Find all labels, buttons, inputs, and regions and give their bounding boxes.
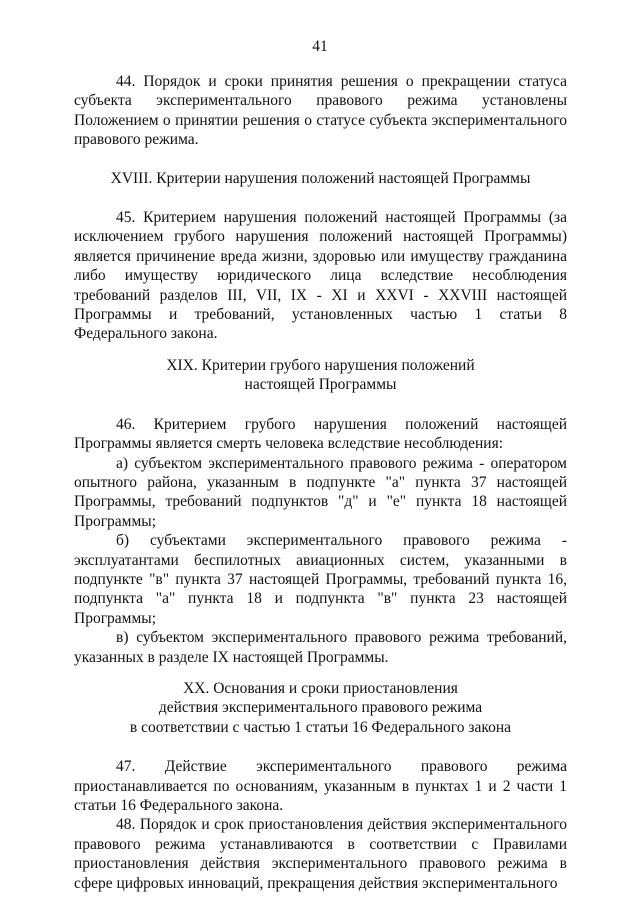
heading-line: XX. Основания и сроки приостановления [183, 679, 458, 697]
paragraph-48: 48. Порядок и срок приостановления действия экспериментального правового режима устанавливаются в соответствии с Правилами приостановления действия экспериментального правового режима в сфере цифровых инноваций, прекращения действия экспериментального [74, 816, 567, 892]
section-heading-xviii: XVIII. Критерии нарушения положений настоящей Программы [110, 169, 531, 187]
paragraph-46-a: а) субъектом экспериментального правового режима - оператором опытного района, указанным в подпункте "а" пункта 37 настоящей Программы, требований подпунктов "д" и "е" пункта 18 настоящей Программы; [74, 454, 567, 530]
paragraph-46-c: в) субъектом экспериментального правового режима требований, указанных в разделе IX настоящей Программы. [74, 629, 567, 666]
heading-line: действия экспериментального правового режима [158, 699, 483, 717]
section-heading-xx [74, 679, 567, 737]
page-number: 41 [312, 38, 328, 55]
heading-line: XIX. Критерии грубого нарушения положений [166, 356, 475, 374]
heading-line: в соответствии с частью 1 статьи 16 Федерального закона [129, 718, 512, 736]
paragraph-44: 44. Порядок и сроки принятия решения о прекращении статуса субъекта экспериментального правового режима установлены Положением о принятии решения о статусе субъекта экспериментального правового режима. [74, 73, 567, 149]
paragraph-46-b: б) субъектами экспериментального правового режима - эксплуатантами беспилотных авиационных систем, указанными в подпункте "в" пункта 37 настоящей Программы, требований пункта 16, подпункта "а" пункта 18 и подпункта "в" пункта 23 настоящей Программы; [74, 532, 567, 627]
heading-line: настоящей Программы [244, 376, 397, 394]
paragraph-47: 47. Действие экспериментального правового режима приостанавливается по основаниям, указанным в пунктах 1 и 2 части 1 статьи 16 Федерального закона. [74, 758, 567, 814]
document-body [74, 72, 567, 893]
section-heading-xix [74, 356, 567, 395]
paragraph-45: 45. Критерием нарушения положений настоящей Программы (за исключением грубого нарушения положений настоящей Программы) является причинение вреда жизни, здоровью или имуществу гражданина либо имуществу юридического лица вследствие несоблюдения требований разделов III, VII, IX - XI и XXVI - XXVIII настоящей Программы и требований, установленных частью 1 статьи 8 Федерального закона. [74, 209, 567, 343]
paragraph-46: 46. Критерием грубого нарушения положений настоящей Программы является смерть человека вследствие несоблюдения: [74, 415, 567, 453]
